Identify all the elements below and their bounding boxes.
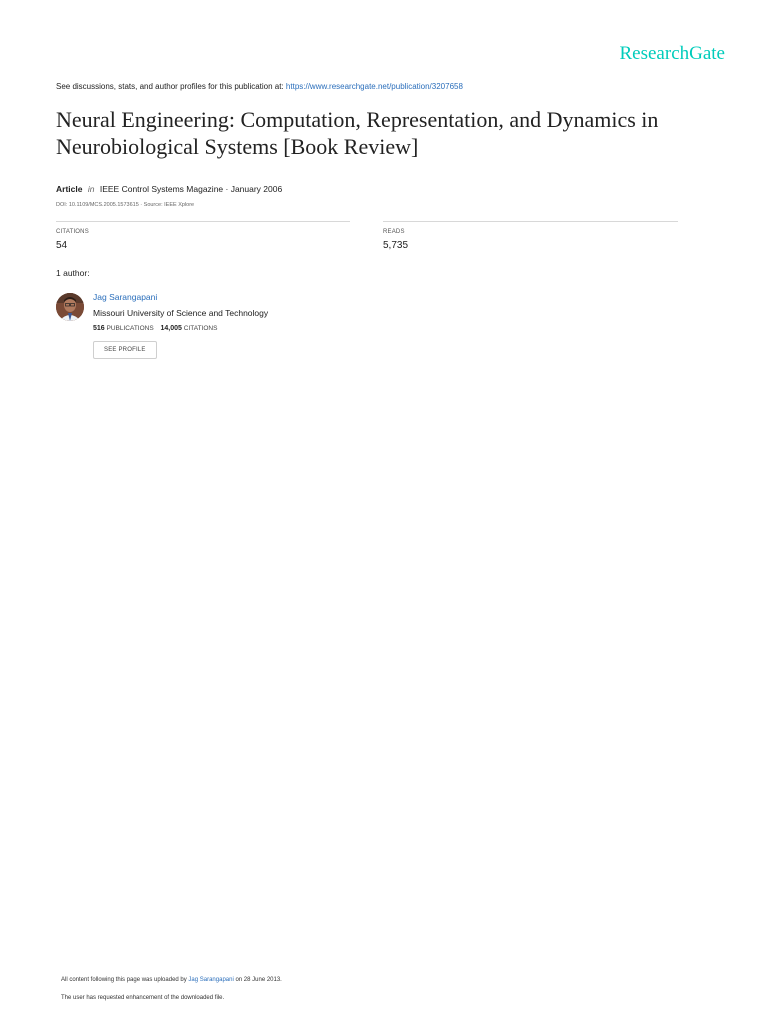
author-avatar[interactable]	[56, 293, 84, 321]
author-institution: Missouri University of Science and Technology	[93, 308, 269, 318]
publication-in-label: in	[87, 184, 95, 194]
researchgate-logo[interactable]: ResearchGate	[619, 43, 725, 64]
citations-value: 54	[56, 240, 68, 251]
author-name-link[interactable]: Jag Sarangapani	[93, 292, 158, 302]
uploader-link[interactable]: Jag Sarangapani	[188, 977, 234, 983]
author-publications-count: 516	[93, 325, 105, 332]
authors-heading: 1 author:	[56, 268, 90, 278]
author-card	[93, 292, 268, 359]
see-profile-button[interactable]: SEE PROFILE	[93, 341, 157, 359]
publication-type: Article	[56, 184, 83, 194]
citations-label: CITATIONS	[56, 229, 89, 235]
upload-notice	[61, 977, 282, 983]
discussion-notice	[56, 82, 463, 91]
reads-stat	[383, 221, 678, 251]
reads-label: READS	[383, 229, 405, 235]
upload-prefix: All content following this page was uploaded by	[61, 977, 187, 983]
author-citations-label: CITATIONS	[183, 325, 218, 332]
discussion-text: See discussions, stats, and author profiles for this publication at:	[56, 82, 284, 91]
publication-link[interactable]: https://www.researchgate.net/publication/3207658	[285, 82, 463, 91]
upload-suffix: on 28 June 2013.	[235, 977, 282, 983]
author-citations-count: 14,005	[160, 325, 182, 332]
avatar-photo-icon	[56, 293, 84, 321]
publication-venue-date: IEEE Control Systems Magazine · January 2006	[99, 184, 283, 194]
reads-value: 5,735	[383, 240, 409, 251]
citations-stat	[56, 221, 350, 251]
enhancement-note: The user has requested enhancement of the downloaded file.	[61, 995, 225, 1001]
author-publications-label: PUBLICATIONS	[106, 325, 154, 332]
doi-source: DOI: 10.1109/MCS.2005.1573615 · Source: IEEE Xplore	[56, 202, 195, 208]
publication-meta	[56, 184, 282, 194]
publication-title: Neural Engineering: Computation, Representation, and Dynamics in Neurobiological Systems [Book Review]	[56, 107, 659, 159]
author-stats	[93, 325, 268, 332]
